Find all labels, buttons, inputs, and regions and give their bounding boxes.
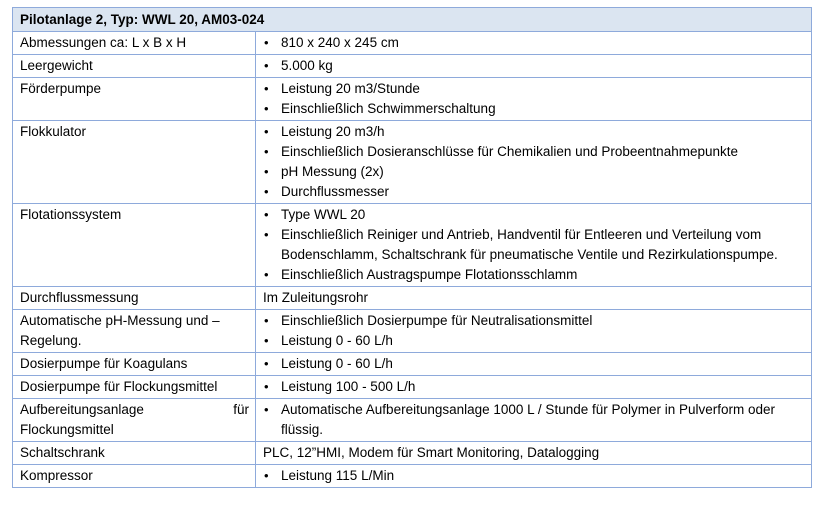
- bullet-item: • Leistung 115 L/Min: [263, 466, 805, 486]
- row-label-part: für: [233, 402, 249, 417]
- row-label: Flotationssystem: [13, 204, 256, 287]
- bullet-item: • Leistung 0 - 60 L/h: [263, 354, 805, 374]
- bullet-item: • 5.000 kg: [263, 56, 805, 76]
- row-label: Flokkulator: [13, 121, 256, 204]
- bullet-list: [263, 56, 805, 76]
- row-label: Leergewicht: [13, 55, 256, 78]
- row-label: Förderpumpe: [13, 78, 256, 121]
- bullet-item: • Durchflussmesser: [263, 182, 805, 202]
- table-row: [13, 55, 812, 78]
- spec-table: [12, 7, 812, 488]
- row-value: [256, 465, 812, 488]
- row-value: [256, 310, 812, 353]
- table-row: [13, 310, 812, 353]
- table-row: [13, 353, 812, 376]
- table-row: [13, 465, 812, 488]
- bullet-list: [263, 400, 805, 440]
- table-row: [13, 32, 812, 55]
- bullet-list: [263, 466, 805, 486]
- row-label: Schaltschrank: [13, 442, 256, 465]
- bullet-list: [263, 79, 805, 119]
- row-value: [256, 353, 812, 376]
- bullet-list: [263, 377, 805, 397]
- bullet-list: [263, 205, 805, 285]
- bullet-list: [263, 122, 805, 202]
- row-label: Automatische pH-Messung und –Regelung.: [13, 310, 256, 353]
- table-row: [13, 399, 812, 442]
- row-value: [256, 55, 812, 78]
- row-value: [256, 204, 812, 287]
- table-row: [13, 121, 812, 204]
- bullet-item: • Leistung 100 - 500 L/h: [263, 377, 805, 397]
- row-value: [256, 376, 812, 399]
- bullet-list: [263, 311, 805, 351]
- row-label: Dosierpumpe für Flockungsmittel: [13, 376, 256, 399]
- bullet-item: • Einschließlich Reiniger und Antrieb, Handventil für Entleeren und Verteilung vom Bodenschlamm, Schaltschrank für pneumatische Ventile und Rezirkulationspumpe.: [263, 225, 805, 265]
- table-row: [13, 376, 812, 399]
- bullet-item: • Einschließlich Dosieranschlüsse für Chemikalien und Probeentnahmepunkte: [263, 142, 805, 162]
- table-row: [13, 287, 812, 310]
- table-row: [13, 204, 812, 287]
- bullet-item: • Automatische Aufbereitungsanlage 1000 L / Stunde für Polymer in Pulverform oder flüssig.: [263, 400, 805, 440]
- row-label-part: Aufbereitungsanlage: [20, 402, 144, 417]
- bullet-item: • Leistung 0 - 60 L/h: [263, 331, 805, 351]
- bullet-item: • Einschließlich Schwimmerschaltung: [263, 99, 805, 119]
- row-value: [256, 399, 812, 442]
- row-label: Abmessungen ca: L x B x H: [13, 32, 256, 55]
- bullet-item: • Einschließlich Austragspumpe Flotationsschlamm: [263, 265, 805, 285]
- row-value: [256, 121, 812, 204]
- row-label: [13, 399, 256, 442]
- bullet-list: [263, 354, 805, 374]
- row-label-line: Flockungsmittel: [20, 422, 114, 437]
- row-value: [256, 78, 812, 121]
- row-label: Durchflussmessung: [13, 287, 256, 310]
- table-row: [13, 78, 812, 121]
- table-title: Pilotanlage 2, Typ: WWL 20, AM03-024: [13, 8, 812, 32]
- row-label: Kompressor: [13, 465, 256, 488]
- bullet-item: • Leistung 20 m3/h: [263, 122, 805, 142]
- row-label-line: [20, 400, 249, 420]
- bullet-item: • Leistung 20 m3/Stunde: [263, 79, 805, 99]
- bullet-item: • Einschließlich Dosierpumpe für Neutralisationsmittel: [263, 311, 805, 331]
- row-value: Im Zuleitungsrohr: [256, 287, 812, 310]
- bullet-item: • 810 x 240 x 245 cm: [263, 33, 805, 53]
- table-row: [13, 442, 812, 465]
- bullet-item: • Type WWL 20: [263, 205, 805, 225]
- row-value: [256, 32, 812, 55]
- row-label: Dosierpumpe für Koagulans: [13, 353, 256, 376]
- bullet-list: [263, 33, 805, 53]
- table-title-row: [13, 8, 812, 32]
- row-value: PLC, 12”HMI, Modem für Smart Monitoring, Datalogging: [256, 442, 812, 465]
- bullet-item: • pH Messung (2x): [263, 162, 805, 182]
